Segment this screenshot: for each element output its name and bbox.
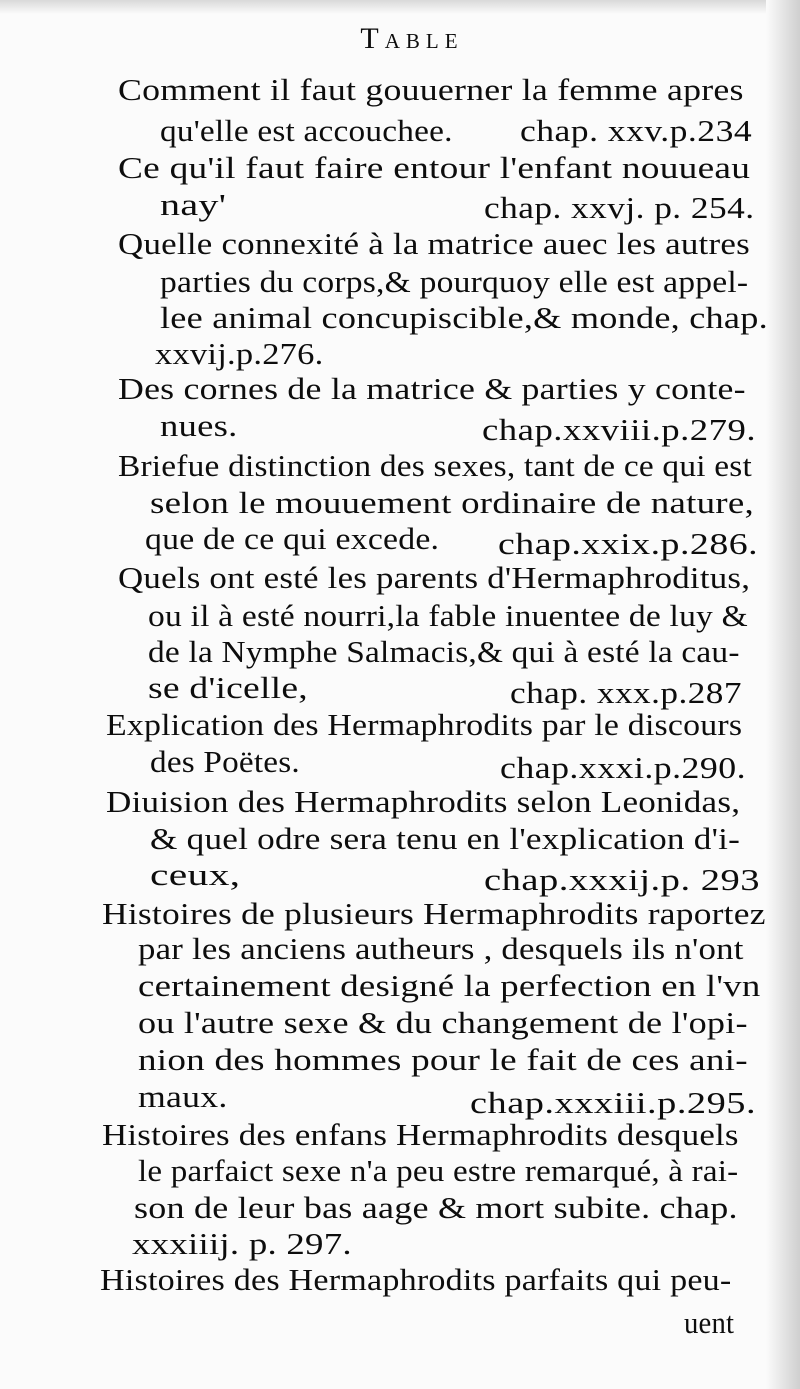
toc-entry-line: Briefue distinction des sexes, tant de ce qui est — [118, 448, 752, 483]
page-right-edge — [766, 0, 800, 1389]
chapter-page-reference: chap. xxx.p.287 — [510, 675, 742, 710]
toc-entry-line: des Poëtes. — [150, 744, 300, 779]
chapter-page-reference: chap.xxix.p.286. — [498, 526, 759, 561]
toc-entry-line: Histoires des enfans Hermaphrodits desquels — [102, 1117, 739, 1152]
toc-entry-line: nay' — [160, 187, 227, 222]
page-top-edge — [0, 0, 800, 14]
toc-entry-line: le parfaict sexe n'a peu estre remarqué, à rai- — [138, 1153, 739, 1188]
toc-entry-line: Diuision des Hermaphrodits selon Leonidas, — [106, 784, 741, 819]
toc-entry-line: Histoires des Hermaphrodits parfaits qui peu- — [100, 1262, 732, 1297]
toc-entry-line: Des cornes de la matrice & parties y conte- — [118, 371, 746, 406]
toc-entry-line: ou l'autre sexe & du changement de l'opi- — [138, 1005, 748, 1040]
toc-entry-line: Quels ont esté les parents d'Hermaphroditus, — [118, 560, 751, 595]
chapter-page-reference: chap.xxxij.p. 293 — [484, 862, 761, 897]
toc-entry-line: qu'elle est accouchee. — [160, 113, 453, 148]
toc-entry-line: certainement designé la perfection en l'vn — [138, 968, 761, 1003]
toc-entry-line: que de ce qui excede. — [145, 521, 440, 556]
toc-entry-line: selon le mouuement ordinaire de nature, — [150, 485, 754, 520]
chapter-page-reference: chap.xxxi.p.290. — [500, 750, 747, 785]
toc-entry-line: se d'icelle, — [148, 670, 308, 705]
toc-entry-line: Comment il faut gouuerner la femme apres — [118, 72, 744, 107]
chapter-page-reference: chap.xxviii.p.279. — [482, 412, 757, 447]
chapter-page-reference: chap.xxxiii.p.295. — [470, 1085, 757, 1120]
chapter-page-reference: chap. xxvj. p. 254. — [484, 190, 755, 225]
toc-entry-line: maux. — [138, 1079, 228, 1114]
toc-entry-line: lee animal concupiscible,& monde, chap. — [160, 300, 768, 335]
toc-entry-line: uent — [684, 1305, 735, 1340]
toc-entry-line: nues. — [160, 408, 238, 443]
toc-entry-line: Quelle connexité à la matrice auec les autres — [118, 226, 750, 261]
toc-entry-line: Histoires de plusieurs Hermaphrodits raportez — [102, 896, 766, 931]
toc-entry-line: xxxiiij. p. 297. — [132, 1226, 352, 1261]
running-head: Table — [360, 22, 464, 55]
toc-entry-line: parties du corps,& pourquoy elle est appel- — [160, 264, 749, 299]
toc-entry-line: nion des hommes pour le fait de ces ani- — [138, 1042, 748, 1077]
toc-entry-line: Ce qu'il faut faire entour l'enfant nouueau — [118, 150, 751, 185]
toc-entry-line: ou il à esté nourri,la fable inuentee de luy & — [148, 598, 748, 633]
toc-entry-line: ceux, — [150, 857, 241, 892]
toc-entry-line: xxvij.p.276. — [155, 336, 324, 371]
chapter-page-reference: chap. xxv.p.234 — [520, 113, 753, 148]
toc-entry-line: & quel odre sera tenu en l'explication d'i- — [150, 821, 741, 856]
toc-entry-line: de la Nymphe Salmacis,& qui à esté la cau- — [148, 634, 740, 669]
toc-entry-line: Explication des Hermaphrodits par le discours — [106, 707, 743, 742]
toc-entry-line: son de leur bas aage & mort subite. chap. — [134, 1190, 738, 1225]
toc-entry-line: par les anciens autheurs , desquels ils n'ont — [138, 931, 744, 966]
